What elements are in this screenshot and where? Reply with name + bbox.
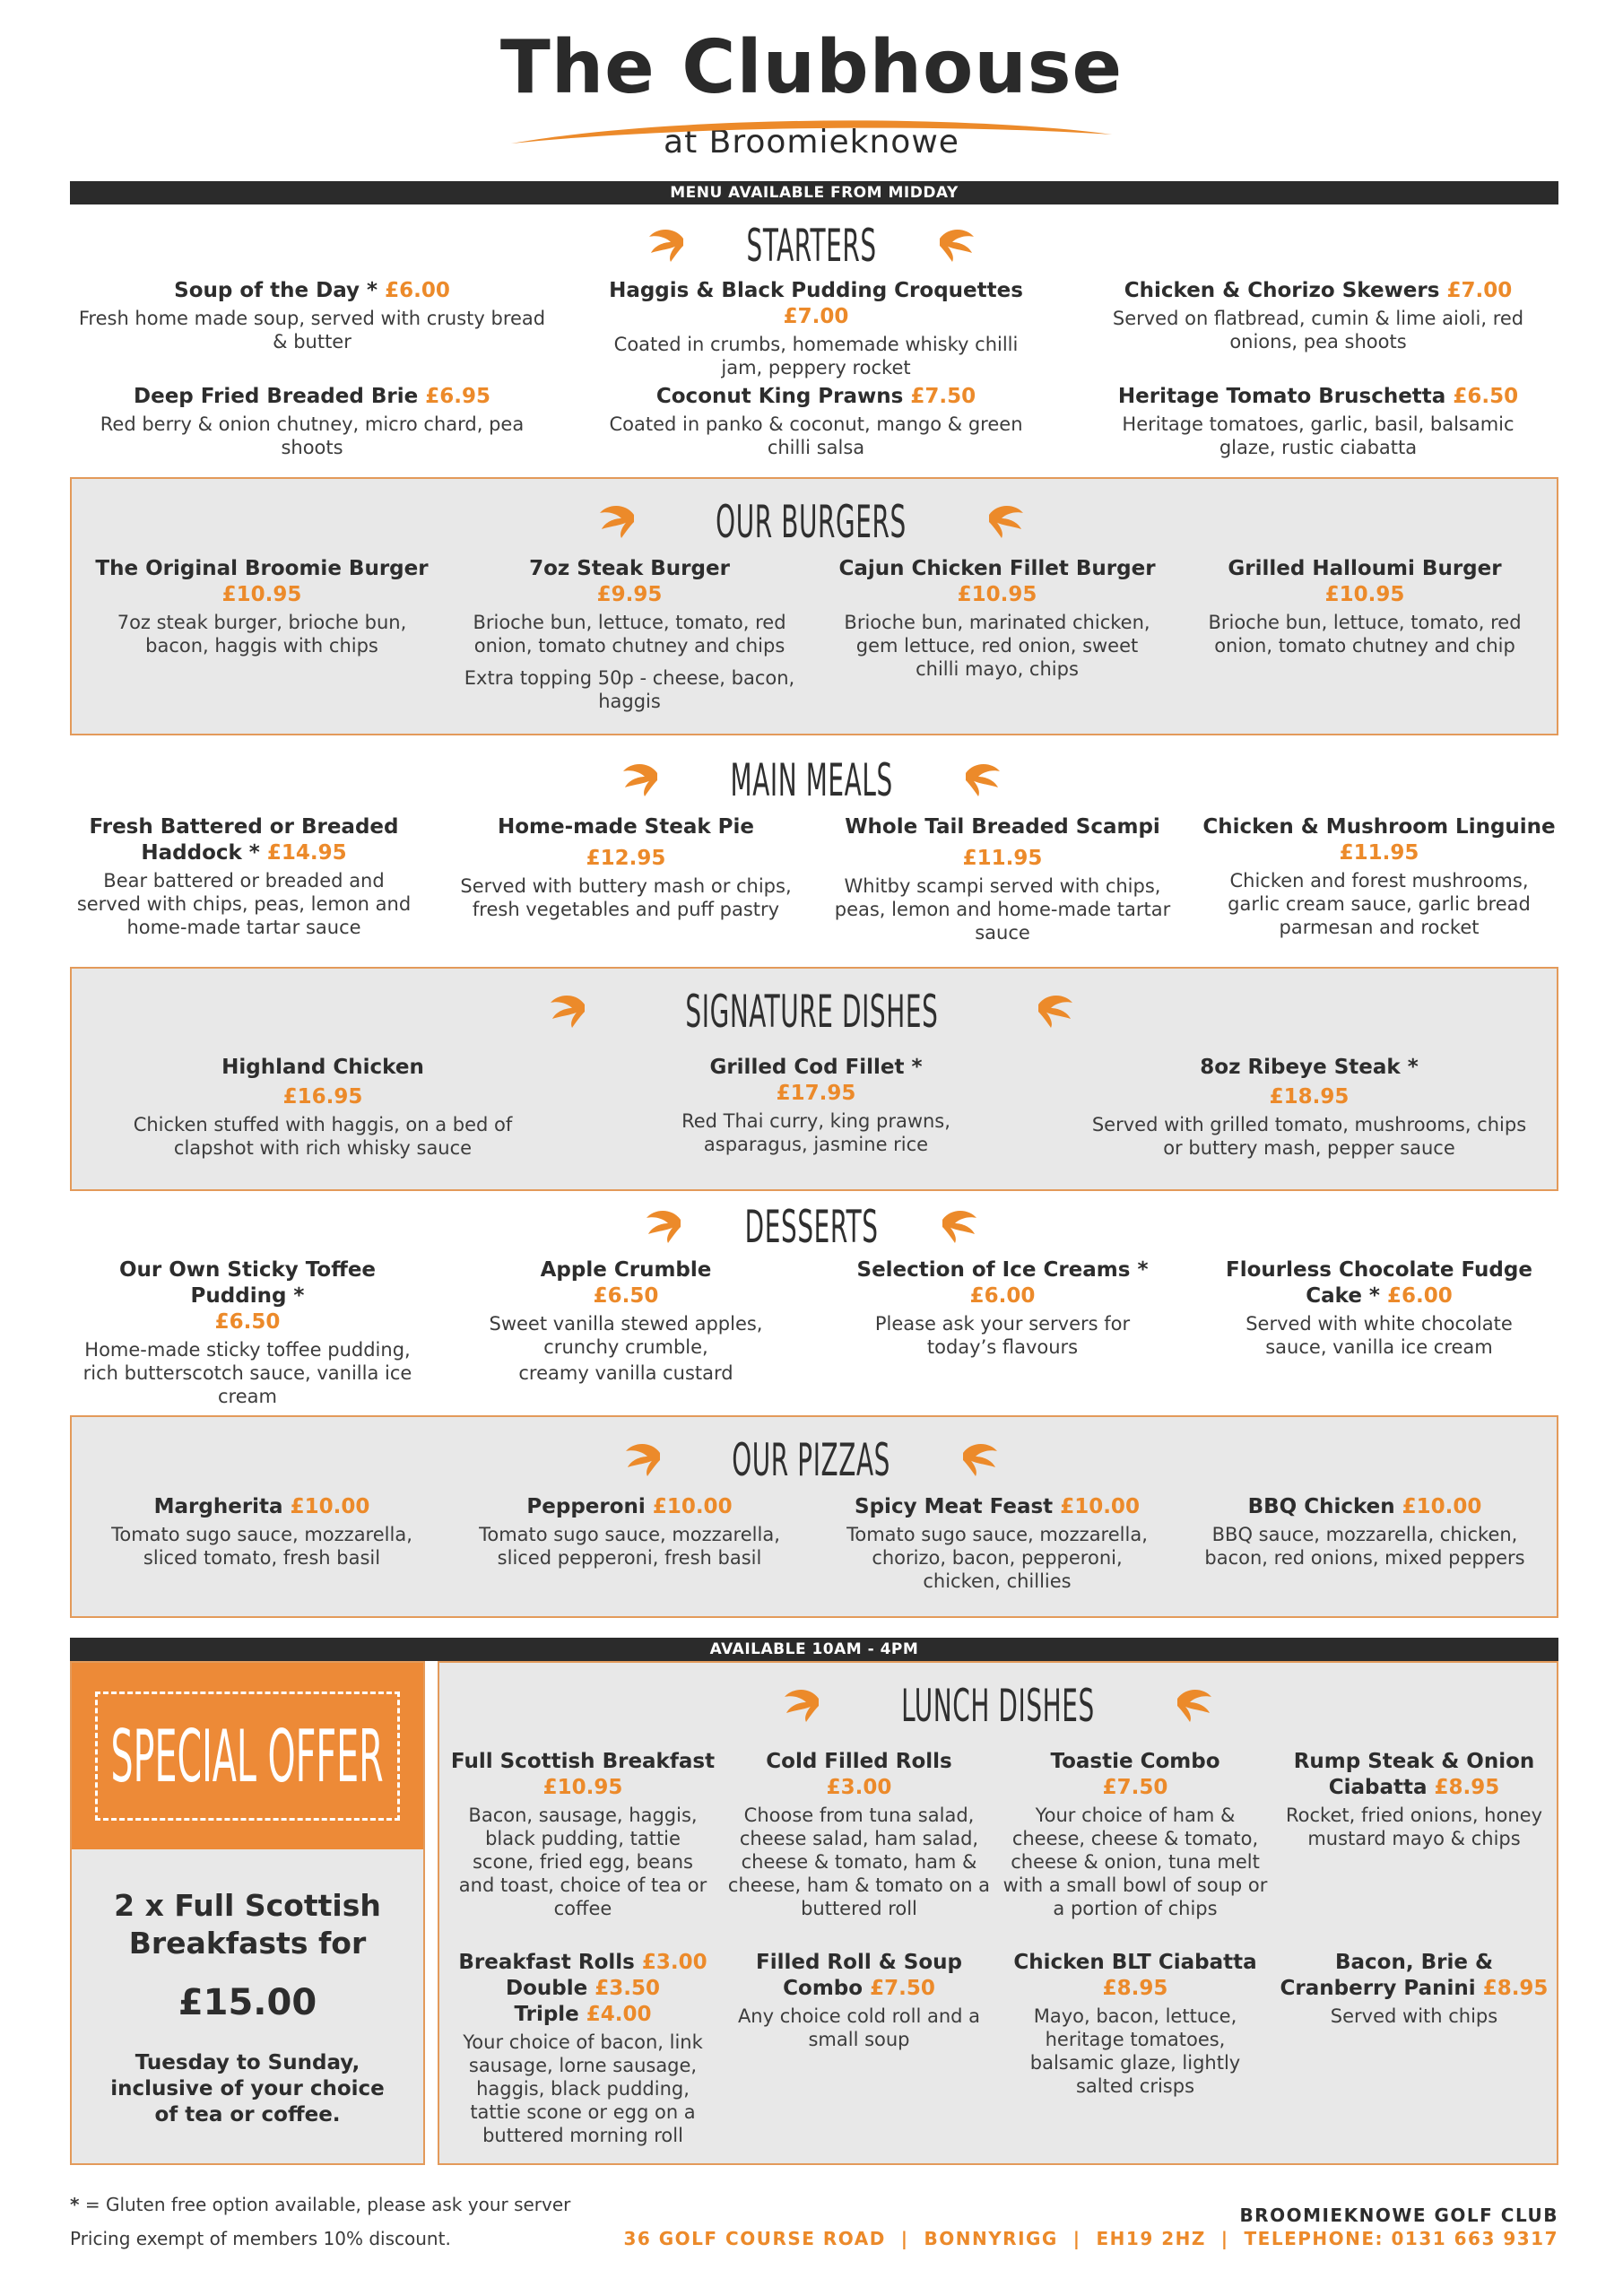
leaf-icon — [1167, 1686, 1217, 1726]
leaf-icon — [1028, 992, 1078, 1031]
menu-item: Rump Steak & Onion Ciabatta £8.95 Rocket, fried onions, honey mustard mayo & chips — [1286, 1750, 1543, 1849]
menu-item: Chicken & Chorizo Skewers £7.00 Served on flatbread, cumin & lime aioli, red onions, pea shoots — [1112, 279, 1524, 352]
menu-item: Flourless Chocolate Fudge Cake * £6.00 Served with white chocolate sauce, vanilla ice cream — [1226, 1258, 1532, 1358]
menu-item: Coconut King Prawns £7.50 Coated in panko & coconut, mango & green chilli salsa — [609, 385, 1023, 458]
menu-item: Cold Filled Rolls £3.00 Choose from tuna salad, cheese salad, ham salad, cheese & tomato, ham & cheese, ham & tomato on a buttered roll — [727, 1750, 991, 1919]
signature-heading: SIGNATURE DISHES — [0, 981, 1623, 1042]
menu-item: Soup of the Day * £6.00 Fresh home made soup, served with crusty bread & butter — [78, 279, 546, 352]
offer-note: of tea or coffee. — [154, 2103, 341, 2126]
menu-item: Bacon, Brie & Cranberry Panini £8.95 Served with chips — [1280, 1951, 1549, 2027]
menu-item: Chicken BLT Ciabatta £8.95 Mayo, bacon, lettuce, heritage tomatoes, balsamic glaze, lightly salted crisps — [1013, 1951, 1257, 2097]
menu-item: 7oz Steak Burger £9.95 Brioche bun, lettuce, tomato, red onion, tomato chutney and chips Extra topping 50p - cheese, bacon, haggis — [464, 557, 795, 712]
leaf-icon — [621, 1440, 671, 1480]
midday-bar: MENU AVAILABLE FROM MIDDAY — [70, 181, 1558, 204]
offer-line: 2 x Full Scottish — [114, 1888, 381, 1923]
leaf-icon — [952, 1440, 1002, 1480]
club-name: BROOMIEKNOWE GOLF CLUB — [1239, 2205, 1558, 2226]
discount-note: Pricing exempt of members 10% discount. — [70, 2228, 451, 2249]
menu-item: Apple Crumble £6.50 Sweet vanilla stewed apples, crunchy crumble, creamy vanilla custard — [489, 1258, 763, 1384]
leaf-icon — [932, 1207, 982, 1247]
leaf-icon — [618, 761, 668, 800]
pizzas-heading: OUR PIZZAS — [0, 1430, 1623, 1491]
club-address: 36 GOLF COURSE ROAD | BONNYRIGG | EH19 2HZ | TELEPHONE: 0131 663 9317 — [623, 2228, 1558, 2249]
menu-item: Whole Tail Breaded Scampi £11.95 Whitby scampi served with chips, peas, lemon and home-made tartar sauce — [834, 815, 1171, 944]
leaf-icon — [978, 502, 1028, 542]
menu-item: Chicken & Mushroom Linguine £11.95 Chicken and forest mushrooms, garlic cream sauce, garlic bread parmesan and rocket — [1202, 815, 1556, 938]
menu-item: Grilled Halloumi Burger £10.95 Brioche bun, lettuce, tomato, red onion, tomato chutney and chip — [1208, 557, 1522, 657]
leaf-icon — [595, 502, 645, 542]
menu-item: Haggis & Black Pudding Croquettes £7.00 Coated in crumbs, homemade whisky chilli jam, peppery rocket — [609, 279, 1023, 378]
brand-title: The Clubhouse — [499, 25, 1124, 110]
special-offer-box — [70, 1661, 425, 2165]
menu-item: Cajun Chicken Fillet Burger £10.95 Brioche bun, marinated chicken, gem lettuce, red onion, sweet chilli mayo, chips — [838, 557, 1156, 680]
offer-note: Tuesday to Sunday, — [135, 2051, 360, 2074]
desserts-heading: DESSERTS — [0, 1196, 1623, 1257]
menu-item: Home-made Steak Pie £12.95 Served with buttery mash or chips, fresh vegetables and puff pastry — [460, 815, 792, 920]
gluten-free-note: * = Gluten free option available, please ask your server — [70, 2194, 571, 2215]
menu-item: Margherita £10.00 Tomato sugo sauce, mozzarella, sliced tomato, fresh basil — [111, 1495, 412, 1569]
leaf-icon — [779, 1686, 829, 1726]
starters-heading: STARTERS — [0, 215, 1623, 276]
brand-header — [0, 25, 1623, 161]
offer-line: Breakfasts for — [128, 1926, 367, 1961]
brand-subtitle: at Broomieknowe — [664, 124, 959, 161]
menu-item: Highland Chicken £16.95 Chicken stuffed with haggis, on a bed of clapshot with rich whisky sauce — [133, 1056, 513, 1159]
menu-item: Our Own Sticky Toffee Pudding * £6.50 Home-made sticky toffee pudding, rich butterscotch sauce, vanilla ice cream — [82, 1258, 412, 1407]
menu-item: BBQ Chicken £10.00 BBQ sauce, mozzarella, chicken, bacon, red onions, mixed peppers — [1204, 1495, 1525, 1569]
menu-item: Toastie Combo £7.50 Your choice of ham & cheese, cheese & tomato, cheese & onion, tuna melt with a small bowl of soup or a portion of chips — [1002, 1750, 1268, 1919]
leaf-icon — [644, 226, 694, 265]
lunch-hours-bar: AVAILABLE 10AM - 4PM — [70, 1638, 1558, 1661]
leaf-icon — [955, 761, 1005, 800]
burgers-heading: OUR BURGERS — [0, 491, 1623, 552]
menu-item: Full Scottish Breakfast £10.95 Bacon, sausage, haggis, black pudding, tattie scone, fried egg, beans and toast, choice of tea or coffee — [450, 1750, 716, 1919]
menu-item: Spicy Meat Feast £10.00 Tomato sugo sauce, mozzarella, chorizo, bacon, pepperoni, chicken, chillies — [846, 1495, 1148, 1592]
leaf-icon — [545, 992, 595, 1031]
menu-item: Selection of Ice Creams * £6.00 Please ask your servers for today’s flavours — [856, 1258, 1149, 1358]
offer-price: £15.00 — [178, 1982, 317, 2023]
leaf-icon — [929, 226, 979, 265]
menu-item: Pepperoni £10.00 Tomato sugo sauce, mozzarella, sliced pepperoni, fresh basil — [479, 1495, 780, 1569]
menu-item: Grilled Cod Fillet * £17.95 Red Thai curry, king prawns, asparagus, jasmine rice — [681, 1056, 950, 1155]
leaf-icon — [641, 1207, 691, 1247]
special-offer-title: SPECIAL OFFER — [110, 1714, 385, 1798]
menu-item: Breakfast Rolls £3.00 Double £3.50 Triple £4.00 Your choice of bacon, link sausage, lorne sausage, haggis, black pudding, tattie scone or egg on a buttered morning roll — [458, 1951, 707, 2146]
menu-item: The Original Broomie Burger £10.95 7oz steak burger, brioche bun, bacon, haggis with chips — [95, 557, 429, 657]
offer-note: inclusive of your choice — [110, 2077, 385, 2100]
mains-heading: MAIN MEALS — [0, 750, 1623, 811]
swoosh-icon — [502, 113, 1121, 149]
menu-item: Filled Roll & Soup Combo £7.50 Any choice cold roll and a small soup — [737, 1951, 981, 2050]
lunch-heading: LUNCH DISHES — [438, 1675, 1558, 1736]
menu-item: Heritage Tomato Bruschetta £6.50 Heritage tomatoes, garlic, basil, balsamic glaze, rustic ciabatta — [1117, 385, 1519, 458]
menu-item: Fresh Battered or Breaded Haddock * £14.95 Bear battered or breaded and served with chips, peas, lemon and home-made tartar sauce — [76, 815, 412, 938]
menu-item: Deep Fried Breaded Brie £6.95 Red berry & onion chutney, micro chard, pea shoots — [100, 385, 525, 458]
menu-item: 8oz Ribeye Steak * £18.95 Served with grilled tomato, mushrooms, chips or buttery mash, pepper sauce — [1091, 1056, 1527, 1159]
special-offer-banner — [72, 1663, 423, 1849]
